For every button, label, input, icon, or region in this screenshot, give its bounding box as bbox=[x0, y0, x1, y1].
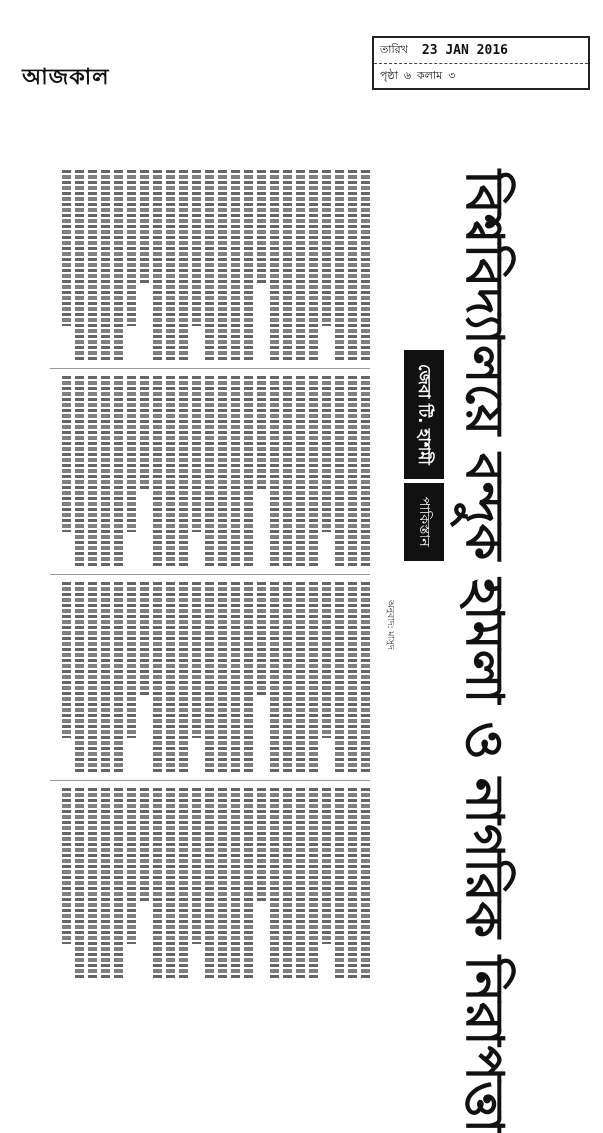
text-line bbox=[283, 376, 292, 566]
text-line bbox=[335, 170, 344, 360]
text-line bbox=[322, 582, 331, 738]
text-line bbox=[179, 376, 188, 566]
text-line bbox=[309, 788, 318, 978]
article-body bbox=[50, 170, 370, 980]
text-line bbox=[127, 170, 136, 326]
text-line bbox=[75, 582, 84, 772]
text-line bbox=[205, 582, 214, 772]
byline-bar bbox=[404, 350, 444, 561]
text-line bbox=[296, 582, 305, 772]
text-line bbox=[257, 376, 266, 490]
text-line bbox=[62, 376, 71, 532]
text-line bbox=[205, 376, 214, 566]
text-line bbox=[88, 376, 97, 566]
text-line bbox=[179, 582, 188, 772]
text-line bbox=[88, 582, 97, 772]
text-line bbox=[296, 788, 305, 978]
text-line bbox=[75, 788, 84, 978]
text-line bbox=[179, 170, 188, 360]
text-line bbox=[153, 376, 162, 566]
text-line bbox=[361, 170, 370, 360]
byline-author: জেবা টি. হাশমী bbox=[404, 350, 444, 479]
column-rule bbox=[50, 368, 370, 369]
text-line bbox=[88, 170, 97, 360]
article-column bbox=[50, 582, 370, 772]
text-line bbox=[361, 376, 370, 566]
text-line bbox=[166, 170, 175, 360]
text-line bbox=[348, 376, 357, 566]
column-rule bbox=[50, 574, 370, 575]
text-line bbox=[348, 170, 357, 360]
article-column bbox=[50, 170, 370, 360]
column-rule bbox=[50, 780, 370, 781]
newspaper-masthead: আজকাল bbox=[22, 64, 110, 90]
text-line bbox=[101, 376, 110, 566]
text-line bbox=[309, 376, 318, 566]
text-line bbox=[205, 170, 214, 360]
text-line bbox=[283, 582, 292, 772]
text-line bbox=[309, 582, 318, 772]
text-line bbox=[114, 170, 123, 360]
text-line bbox=[88, 788, 97, 978]
text-line bbox=[192, 170, 201, 326]
text-line bbox=[322, 788, 331, 944]
text-line bbox=[296, 376, 305, 566]
text-line bbox=[179, 788, 188, 978]
text-line bbox=[257, 170, 266, 284]
text-line bbox=[205, 788, 214, 978]
text-line bbox=[127, 788, 136, 944]
text-line bbox=[283, 170, 292, 360]
text-line bbox=[335, 582, 344, 772]
text-line bbox=[244, 788, 253, 978]
text-line bbox=[62, 170, 71, 326]
stamp-date-value: 23 JAN 2016 bbox=[421, 43, 508, 58]
stamp-column-label: কলাম bbox=[416, 69, 443, 82]
text-line bbox=[296, 170, 305, 360]
text-line bbox=[62, 582, 71, 738]
text-line bbox=[101, 170, 110, 360]
text-line bbox=[218, 788, 227, 978]
text-line bbox=[166, 376, 175, 566]
stamp-date-label: তারিখ bbox=[380, 43, 408, 56]
text-line bbox=[140, 788, 149, 902]
text-line bbox=[153, 788, 162, 978]
text-line bbox=[75, 170, 84, 360]
text-line bbox=[335, 376, 344, 566]
article-column bbox=[50, 376, 370, 566]
text-line bbox=[62, 788, 71, 944]
stamp-page-label: পৃষ্ঠা bbox=[380, 69, 398, 82]
text-line bbox=[244, 582, 253, 772]
text-line bbox=[166, 788, 175, 978]
text-line bbox=[231, 788, 240, 978]
byline-country: পাকিস্তান bbox=[404, 483, 444, 561]
text-line bbox=[114, 582, 123, 772]
text-line bbox=[140, 170, 149, 284]
text-line bbox=[309, 170, 318, 360]
article-clipping bbox=[50, 170, 520, 1133]
text-line bbox=[127, 582, 136, 738]
stamp-page-row bbox=[374, 64, 588, 89]
text-line bbox=[218, 582, 227, 772]
text-line bbox=[192, 582, 201, 738]
text-line bbox=[140, 376, 149, 490]
text-line bbox=[231, 376, 240, 566]
text-line bbox=[192, 788, 201, 944]
text-line bbox=[101, 788, 110, 978]
text-line bbox=[231, 582, 240, 772]
text-line bbox=[283, 788, 292, 978]
text-line bbox=[348, 788, 357, 978]
stamp-page-value: ৬ bbox=[403, 69, 411, 82]
text-line bbox=[166, 582, 175, 772]
text-line bbox=[270, 788, 279, 978]
text-line bbox=[361, 788, 370, 978]
text-line bbox=[75, 376, 84, 566]
text-line bbox=[127, 376, 136, 532]
text-line bbox=[348, 582, 357, 772]
text-line bbox=[153, 582, 162, 772]
text-line bbox=[192, 376, 201, 532]
text-line bbox=[361, 582, 370, 772]
text-line bbox=[322, 170, 331, 326]
text-line bbox=[270, 376, 279, 566]
clipping-stamp bbox=[372, 36, 590, 90]
text-line bbox=[244, 170, 253, 360]
text-line bbox=[270, 582, 279, 772]
stamp-date-row bbox=[374, 38, 588, 64]
text-line bbox=[153, 170, 162, 360]
text-line bbox=[335, 788, 344, 978]
text-line bbox=[244, 376, 253, 566]
text-line bbox=[101, 582, 110, 772]
text-line bbox=[231, 170, 240, 360]
text-line bbox=[322, 376, 331, 532]
text-line bbox=[218, 376, 227, 566]
text-line bbox=[114, 788, 123, 978]
text-line bbox=[218, 170, 227, 360]
article-headline: বিশ্ববিদ্যালয়ে বন্দুক হামলা ও নাগরিক নিরাপত্তা bbox=[454, 170, 515, 1133]
translator-credit: অনুবাদ: মাসুদ bbox=[385, 600, 395, 650]
stamp-column-value: ৩ bbox=[448, 69, 456, 82]
text-line bbox=[140, 582, 149, 696]
text-line bbox=[114, 376, 123, 566]
text-line bbox=[270, 170, 279, 360]
text-line bbox=[257, 582, 266, 696]
article-column bbox=[50, 788, 370, 978]
text-line bbox=[257, 788, 266, 902]
